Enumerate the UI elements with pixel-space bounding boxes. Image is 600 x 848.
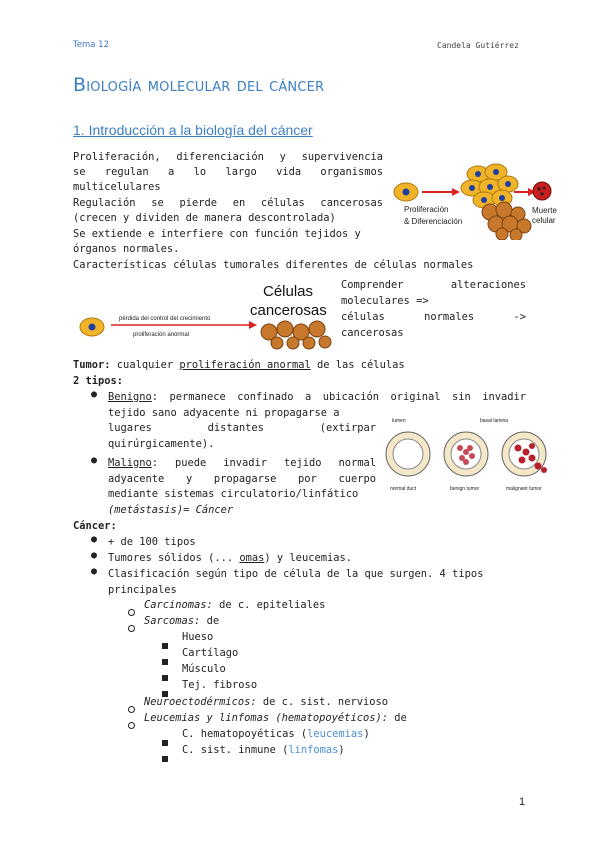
- benign-tumor: [444, 432, 488, 476]
- bullet-icon: ●: [91, 389, 98, 400]
- figure1-label-1: Proliferación: [404, 205, 449, 214]
- maligno-line-1: Maligno: puede invadir tejido normal: [108, 457, 376, 469]
- maligno-line-4: (metástasis)= Cáncer: [108, 504, 234, 516]
- figure2-big-1: Células: [263, 283, 314, 300]
- normal-duct: [386, 432, 430, 476]
- circle-bullet-icon: [128, 714, 135, 733]
- intro-line-7: órganos normales.: [73, 243, 180, 255]
- intro-line-2: se regulan a lo largo vida organismos: [73, 166, 383, 178]
- page-title: Biología molecular del cáncer: [73, 74, 325, 96]
- figure3-label-lumen: lumen: [392, 418, 406, 424]
- intro-line-6: Se extiende e interfiere con función tejidos y: [73, 228, 361, 240]
- neuroectodermicos-item: Neuroectodérmicos: de c. sist. nervioso: [144, 696, 388, 708]
- sist-inmune-item: C. sist. inmune (linfomas): [182, 744, 345, 756]
- intro-line-3: multicelulares: [73, 181, 161, 193]
- tumor-definition: Tumor: cualquier proliferación anormal de las células: [73, 359, 405, 371]
- benigno-line-3: lugares distantes (extirpar: [108, 422, 376, 434]
- proliferation-figure: [390, 160, 540, 240]
- bullet-icon: ●: [91, 566, 98, 577]
- bullet-icon: ●: [91, 534, 98, 545]
- square-bullet-icon: [162, 747, 168, 766]
- figure1-label-3: Muerte: [532, 206, 557, 215]
- maligno-line-2: adyacente y propagarse por cuerpo: [108, 473, 376, 485]
- benigno-line-4: quirúrgicamente).: [108, 438, 215, 450]
- intro-line-8: Características células tumorales diferentes de células normales: [73, 259, 474, 271]
- right-line-2: moleculares =>: [341, 295, 429, 307]
- bullet-icon: ●: [91, 455, 98, 466]
- malignant-tumor: [502, 432, 547, 476]
- sarcomas-item: Sarcomas: de: [144, 615, 220, 627]
- section-heading: 1. Introducción a la biología del cáncer: [73, 122, 313, 138]
- intro-line-5: (crecen y dividen de manera descontrolada): [73, 212, 336, 224]
- figure2-big-2: cancerosas: [250, 302, 327, 319]
- hematopoyeticas-item: C. hematopoyéticas (leucemias): [182, 728, 370, 740]
- figure1-label-4: celular: [532, 216, 556, 225]
- figure2-small-2: proliferación anormal: [133, 332, 190, 338]
- page-number: 1: [519, 796, 526, 808]
- cancer-label: Cáncer:: [73, 520, 117, 532]
- header-topic: Tema 12: [73, 40, 109, 50]
- benigno-line-1: Benigno: permanece confinado a ubicación original sin invadir: [108, 391, 526, 403]
- figure3-caption-normal: normal duct: [390, 486, 417, 492]
- figure1-label-2: & Diferenciación: [404, 217, 463, 226]
- maligno-line-3: mediante sistemas circulatorio/linfático: [108, 488, 359, 500]
- right-line-3: células normales ->: [341, 311, 526, 323]
- cancer-bullet-2: Tumores sólidos (... omas) y leucemias.: [108, 552, 352, 564]
- intro-line-4: Regulación se pierde en células cancerosas: [73, 197, 383, 209]
- leucemias-item: Leucemias y linfomas (hematopoyéticos): de: [144, 712, 407, 724]
- sarcoma-cartilago: Cartílago: [182, 647, 239, 659]
- cancer-bullet-1: + de 100 tipos: [108, 536, 196, 548]
- cancer-bullet-3-line-1: Clasificación según tipo de célula de la que surgen. 4 tipos: [108, 568, 484, 580]
- sarcoma-musculo: Músculo: [182, 663, 226, 675]
- carcinomas-item: Carcinomas: de c. epiteliales: [144, 599, 326, 611]
- cancer-cells-figure: [73, 280, 343, 350]
- figure3-label-basal: basal lamina: [480, 418, 509, 424]
- sarcoma-fibroso: Tej. fibroso: [182, 679, 258, 691]
- circle-bullet-icon: [128, 617, 135, 636]
- benigno-line-2: tejido sano adyacente ni propagarse a: [108, 407, 340, 419]
- figure3-caption-benign: benign tumor: [450, 486, 480, 492]
- right-line-1: Comprender alteraciones: [341, 279, 526, 291]
- figure2-small-1: pérdida del control del crecimiento: [119, 316, 211, 322]
- tumor-types-label: 2 tipos:: [73, 375, 124, 387]
- tumor-duct-figure: [384, 414, 556, 496]
- bullet-icon: ●: [91, 550, 98, 561]
- cell-death-figure: [530, 180, 590, 230]
- header-author: Candela Gutiérrez: [437, 41, 519, 50]
- sarcoma-hueso: Hueso: [182, 631, 214, 643]
- right-line-4: cancerosas: [341, 327, 404, 339]
- intro-line-1: Proliferación, diferenciación y supervivencia: [73, 151, 383, 163]
- cancer-bullet-3-line-2: principales: [108, 584, 177, 596]
- figure3-caption-malignant: malignant tumor: [506, 486, 542, 492]
